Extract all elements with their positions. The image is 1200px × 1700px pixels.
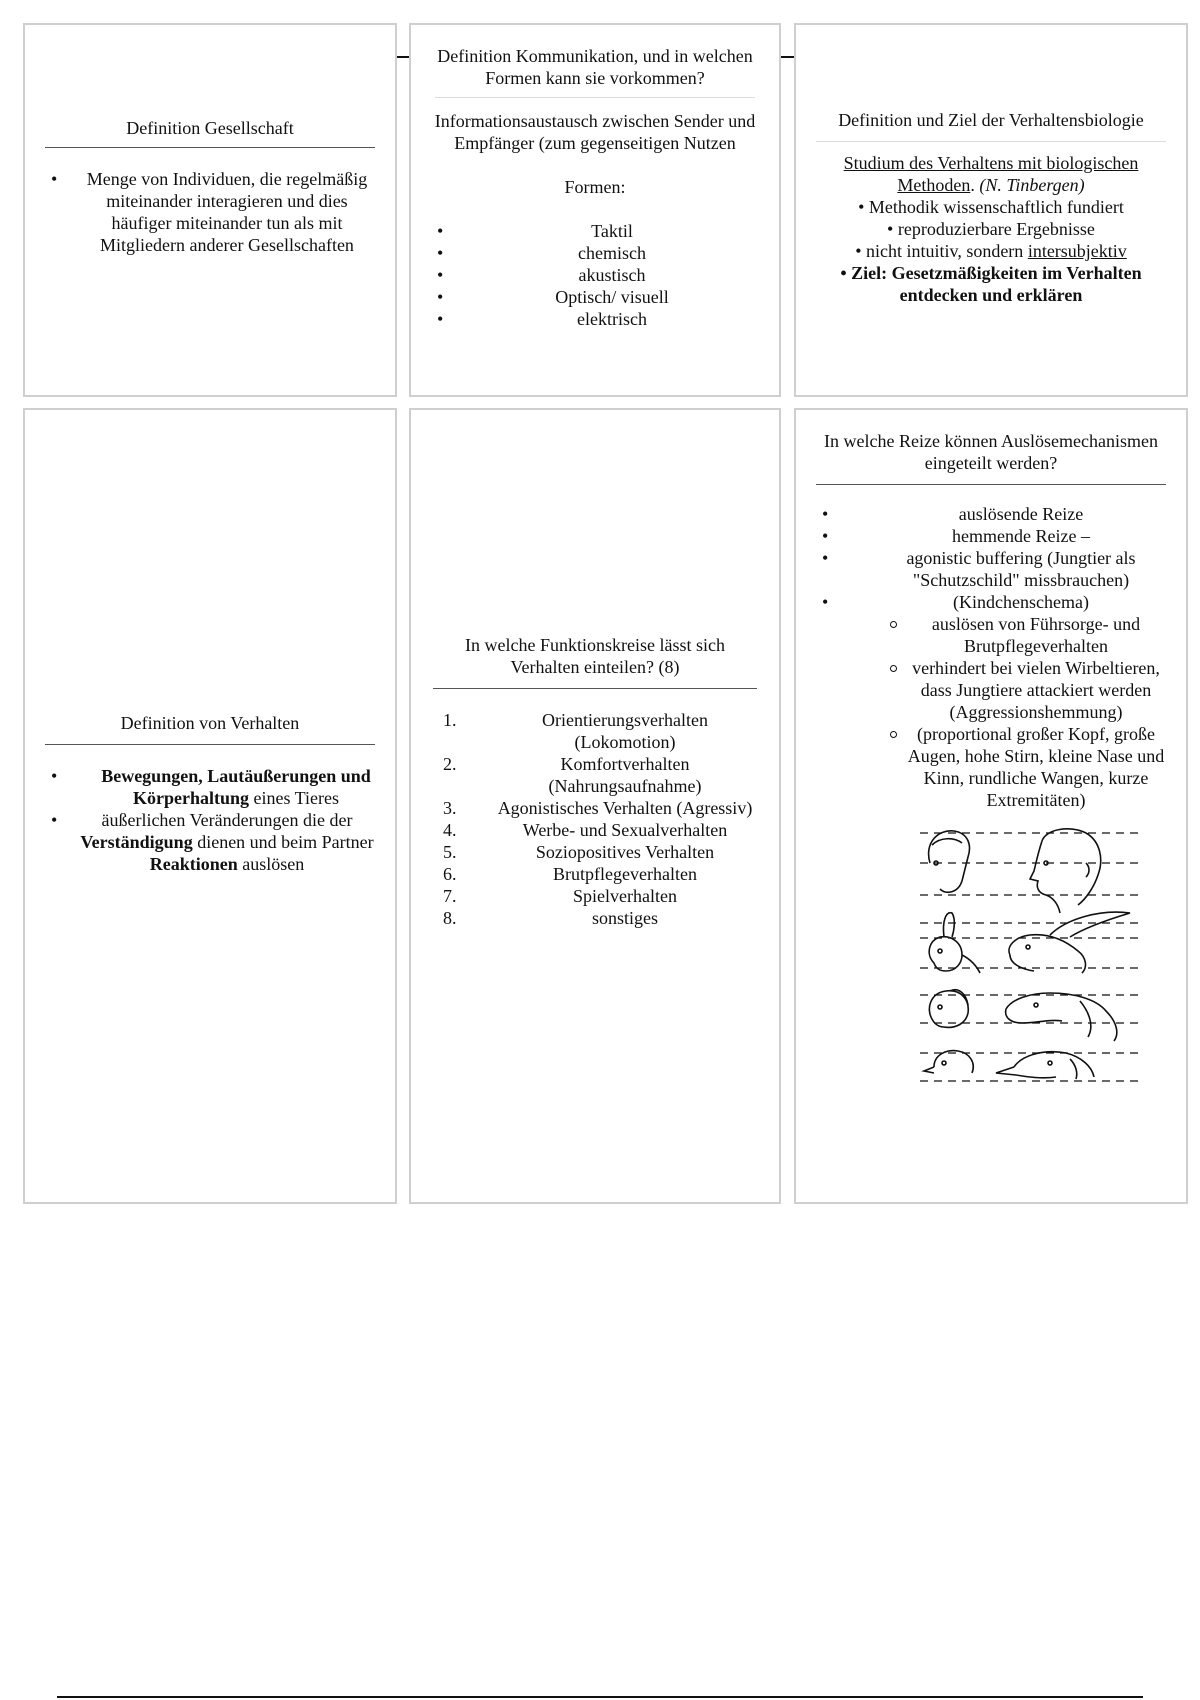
item-number: 2. <box>443 754 457 774</box>
item-number: 7. <box>443 886 457 906</box>
studium-text: Studium des Verhaltens mit biologischen Methoden <box>843 153 1139 195</box>
list-item: • elektrisch <box>429 308 761 330</box>
card-verhaltensbiologie <box>794 23 1188 397</box>
plain-text: eines Tieres <box>249 788 339 808</box>
studium-line <box>814 152 1168 196</box>
item-text: Orientierungsverhalten (Lokomotion) <box>542 710 708 752</box>
list-item <box>433 797 757 819</box>
intersubjektiv-text: intersubjektiv <box>1027 241 1127 261</box>
divider <box>45 147 375 148</box>
divider <box>435 97 755 98</box>
list-item <box>433 819 757 841</box>
definition-list <box>43 168 377 256</box>
formen-label: Formen: <box>564 177 626 197</box>
item-text: Komfortverhalten (Nahrungsaufnahme) <box>548 754 702 796</box>
sub-list-item: verhindert bei vielen Wirbeltieren, dass Jungtiere attackiert werden (Aggressionshemmung) <box>814 657 1168 723</box>
list-item: • Menge von Individuen, die regelmäßig miteinander interagieren und dies häufiger miteinander tun als mit Mitgliedern anderer Gesellschaften <box>43 168 377 256</box>
list-item: • akustisch <box>429 264 761 286</box>
list-item <box>433 907 757 929</box>
list-item: • hemmende Reize – <box>814 525 1168 547</box>
card-title: In welche Funktionskreise lässt sich Verhalten einteilen? (8) <box>465 635 725 677</box>
card-title: Definition Kommunikation, und in welchen Formen kann sie vorkommen? <box>437 46 753 88</box>
list-item <box>433 709 757 753</box>
plain-text: äußerlichen Veränderungen die der <box>101 810 353 830</box>
list-item: • (Kindchenschema) <box>814 591 1168 613</box>
item-text: Agonistisches Verhalten (Agressiv) <box>497 798 753 818</box>
card-funktionskreise <box>409 408 781 1204</box>
card-title: Definition Gesellschaft <box>126 118 294 138</box>
plain-text: dienen und beim Partner <box>192 832 374 852</box>
list-item: • agonistic buffering (Jungtier als "Schutzschild" missbrauchen) <box>814 547 1168 591</box>
list-item: • Optisch/ visuell <box>429 286 761 308</box>
list-item <box>43 765 377 809</box>
period: . <box>970 175 975 195</box>
item-text: sonstiges <box>591 908 658 928</box>
item-number: 4. <box>443 820 457 840</box>
kindchenschema-illustration <box>910 823 1150 1103</box>
item-text: Brutpflegeverhalten <box>553 864 697 884</box>
divider <box>433 688 757 689</box>
bold-text: Reaktionen <box>149 854 238 874</box>
card-title: Definition und Ziel der Verhaltensbiologie <box>838 110 1144 130</box>
list-item <box>43 809 377 875</box>
kindchenschema-sublist <box>814 613 1168 811</box>
bottom-rule <box>57 1696 1143 1698</box>
item-number: 3. <box>443 798 457 818</box>
list-item <box>433 885 757 907</box>
list-item <box>433 863 757 885</box>
funktionskreise-list <box>433 709 757 929</box>
card-gesellschaft <box>23 23 397 397</box>
result-line: • reproduzierbare Ergebnisse <box>887 219 1095 239</box>
sub-list-item: auslösen von Führsorge- und Brutpflegeverhalten <box>814 613 1168 657</box>
divider <box>45 744 375 745</box>
card-verhalten <box>23 408 397 1204</box>
reize-list <box>814 503 1168 613</box>
divider <box>816 141 1166 142</box>
divider <box>816 484 1166 485</box>
card-kommunikation <box>409 23 781 397</box>
intersubjektiv-line <box>814 240 1168 262</box>
list-item: • chemisch <box>429 242 761 264</box>
item-text: Werbe- und Sexualverhalten <box>522 820 728 840</box>
definition-list <box>43 765 377 875</box>
sub-list-item: (proportional großer Kopf, große Augen, hohe Stirn, kleine Nase und Kinn, rundliche Wangen, kurze Extremitäten) <box>814 723 1168 811</box>
bold-text: Bewegungen, Lautäußerungen und Körperhaltung <box>101 766 371 808</box>
author: (N. Tinbergen) <box>979 175 1085 195</box>
plain-text: auslösen <box>237 854 305 874</box>
card-title: Definition von Verhalten <box>120 713 300 733</box>
formen-list <box>429 220 761 330</box>
item-number: 1. <box>443 710 457 730</box>
line-text: • nicht intuitiv, sondern <box>855 241 1028 261</box>
item-text: Soziopositives Verhalten <box>535 842 715 862</box>
ziel-line: • Ziel: Gesetzmäßigkeiten im Verhalten entdecken und erklären <box>840 263 1142 305</box>
list-item: • auslösende Reize <box>814 503 1168 525</box>
card-title: In welche Reize können Auslösemechanismen eingeteilt werden? <box>824 431 1158 473</box>
item-number: 8. <box>443 908 457 928</box>
item-text: Spielverhalten <box>573 886 677 906</box>
method-line: • Methodik wissenschaftlich fundiert <box>858 197 1124 217</box>
item-number: 5. <box>443 842 457 862</box>
list-item: • Taktil <box>429 220 761 242</box>
list-item <box>433 753 757 797</box>
bold-text: Verständigung <box>80 832 193 852</box>
item-number: 6. <box>443 864 457 884</box>
definition-text: Informationsaustausch zwischen Sender und Empfänger (zum gegenseitigen Nutzen <box>434 111 756 153</box>
list-item <box>433 841 757 863</box>
card-reize <box>794 408 1188 1204</box>
